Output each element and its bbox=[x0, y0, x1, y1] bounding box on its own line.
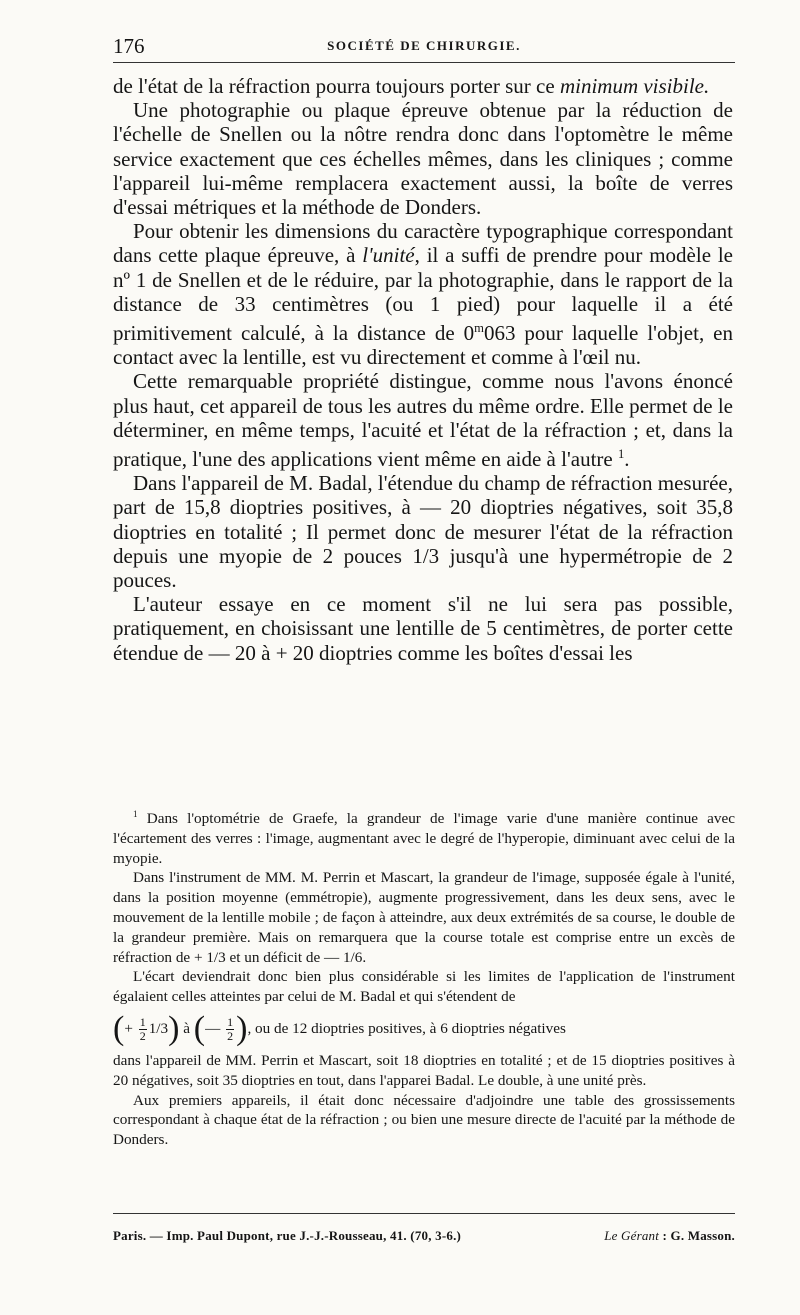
footnote-ref[interactable]: 1 bbox=[617, 447, 625, 462]
header-rule bbox=[113, 62, 735, 63]
footnote-para-2: Dans l'instrument de MM. M. Perrin et Mascart, la grandeur de l'image, supposée égale à l'unité, dans la position moyenne (emmétropie), augmente progressivement, dans les deux sens, avec le mouvement de la lentille mobile ; de façon à atteindre, aux deux extrémités de sa course, le double de la grandeur première. Mais on remarquera que la course totale est comprise entre un excès de réfraction de + 1/3 et un déficit de — 1/6. bbox=[113, 869, 735, 966]
page-number: 176 bbox=[113, 34, 145, 58]
paragraph-4: Cette remarquable propriété distingue, comme nous l'avons énoncé plus haut, cet appareil de tous les autres du même ordre. Elle permet de le déterminer, en même temps, l'acuité et l'état de la réfraction ; et, dans la pratique, l'une des applications vient même en aide à l'autre $^1$. bbox=[113, 369, 733, 472]
imprint-line bbox=[113, 1228, 735, 1244]
paragraph-6: L'auteur essaye en ce moment s'il ne lui sera pas possible, pratiquement, en choisissant une lentille de 5 centimètres, de porter cette étendue de — 20 à + 20 dioptries comme les boîtes d'essai les bbox=[113, 592, 733, 665]
footnote-para-3: L'écart deviendrait donc bien plus considérable si les limites de l'application de l'instrument égalaient celles atteintes par celui de M. Badal et qui s'étendent de bbox=[113, 968, 735, 1006]
footnotes bbox=[113, 805, 735, 1150]
running-head: SOCIÉTÉ DE CHIRURGIE. bbox=[327, 38, 521, 53]
fraction: $\frac{1}{2}$ bbox=[227, 1014, 234, 1043]
page-header bbox=[113, 34, 735, 56]
paragraph-2: Une photographie ou plaque épreuve obtenue par la réduction de l'échelle de Snellen ou la nôtre rendra donc dans l'optomètre le même service exactement que ces échelles mêmes, dans les cliniques ; comme l'appareil lui-même remplacera exactement aussi, la boîte de verres d'essai métriques et la méthode de Donders. bbox=[113, 98, 733, 220]
manager-info: Le Gérant : G. Masson. bbox=[604, 1228, 735, 1243]
paragraph-3: Pour obtenir les dimensions du caractère typographique correspondant dans cette plaque épreuve, à l'unité, il a suffi de prendre pour modèle le nº 1 de Snellen et de le réduire, par la photographie, dans le rapport de la distance de 33 centimètres (ou 1 pied) pour laquelle il a été primitivement calculé, à la distance de 0$^m$063 pour laquelle l'objet, en contact avec la lentille, est vu directement et comme à l'œil nu. bbox=[113, 219, 734, 370]
paragraph-1: de l'état de la réfraction pourra toujours porter sur ce minimum visibile. bbox=[113, 74, 710, 98]
footer-rule bbox=[113, 1213, 735, 1214]
fraction: $\frac{1}{2}$ bbox=[139, 1014, 146, 1043]
footnote-para-4: Aux premiers appareils, il était donc nécessaire d'adjoindre une table des grossissements correspondant à chaque état de la réfraction ; ou bien une mesure directe de l'acuité par la méthode de Donders. bbox=[113, 1091, 735, 1149]
main-text bbox=[113, 74, 733, 665]
formula-line: ( + $\frac{1}{2}$ 1/3 ) à ( — $\frac{1}{2}$ ) , ou de 12 dioptries positives, à 6 dioptries négatives bbox=[113, 1010, 566, 1048]
latin-phrase: minimum visibile. bbox=[559, 74, 710, 98]
paragraph-5: Dans l'appareil de M. Badal, l'étendue du champ de réfraction mesurée, part de 15,8 dioptries positives, à — 20 dioptries négatives, soit 35,8 dioptries en totalité ; Il permet donc de mesurer l'état de la réfraction depuis une myopie de 2 pouces 1/3 jusqu'à une hypermétropie de 2 pouces. bbox=[113, 471, 733, 593]
footnote-1: $^1$ Dans l'optométrie de Graefe, la grandeur de l'image varie d'une manière continue avec l'écartement des verres : l'image, augmentant avec le degré de l'hyperopie, diminuant avec celui de la myopie. bbox=[113, 809, 735, 867]
printer-info: Paris. — Imp. Paul Dupont, rue J.-J.-Rousseau, 41. (70, 3-6.) bbox=[113, 1228, 462, 1243]
footnote-para-3-cont: dans l'appareil de MM. Perrin et Mascart, soit 18 dioptries en totalité ; et de 15 dioptries positives à 20 négatives, soit 35 dioptries en tout, dans l'apparei Badal. Le double, à une unité près. bbox=[113, 1052, 735, 1089]
footnote-mark: 1 bbox=[133, 809, 138, 819]
